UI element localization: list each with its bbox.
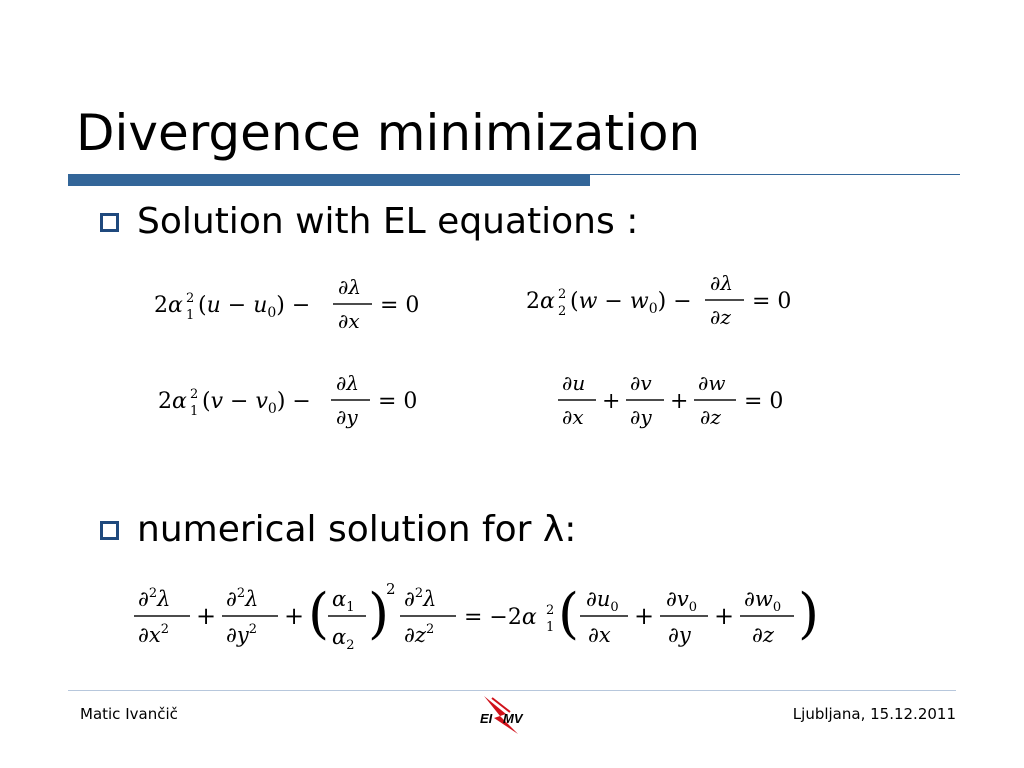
svg-text:2: 2 [546,603,555,618]
title-underline-thin [590,174,960,175]
bullet-text: numerical solution for λ: [137,509,577,550]
poisson-equation-lambda [134,576,834,660]
svg-text:2: 2 [386,580,396,598]
svg-text:1: 1 [190,404,199,419]
svg-text:): ) [368,582,390,645]
svg-text:∂z: ∂z [700,405,721,429]
square-bullet-icon [100,213,119,232]
svg-text:∂2λ: ∂$^2$λ [138,586,171,611]
slide-title: Divergence minimization [76,104,701,162]
svg-text:∂z: ∂z [710,305,731,329]
svg-text:(: ( [308,582,330,645]
svg-text:= −2α: = −2α [464,605,537,630]
svg-text:∂2λ: ∂$^2$λ [226,586,259,611]
svg-text:(w − w0) −: $(w - w_0)$ − [570,289,692,317]
svg-text:∂x: ∂x [338,309,360,333]
svg-text:∂2λ: ∂$^2$λ [404,586,437,611]
svg-text:∂w: ∂w [698,371,726,395]
svg-text:∂v0: $\partial v_0$ [666,587,698,615]
svg-text:+: + [602,389,621,414]
svg-text:∂x: ∂x [562,405,584,429]
svg-text:∂x: ∂x [588,623,611,647]
bullet-el-equations [100,200,638,244]
svg-text:2: 2 [186,291,195,306]
svg-text:+: + [714,602,735,630]
square-bullet-icon [100,521,119,540]
svg-text:2: 2 [190,387,199,402]
svg-text:∂w0: $\partial w_0$ [744,587,782,615]
svg-text:= 0: = 0 [744,389,784,414]
svg-text:+: + [634,602,655,630]
svg-text:∂λ: ∂λ [336,371,360,395]
el-equation-v [154,366,434,436]
el-equation-w [522,270,802,340]
svg-text:2α: 2α [154,293,183,318]
bullet-numerical-solution [100,508,576,552]
svg-text:∂y: ∂y [630,405,652,429]
svg-text:2: 2 [558,287,567,302]
eimv-logo-icon [478,694,524,736]
svg-text:∂λ: ∂λ [338,275,362,299]
svg-text:∂y: ∂y [668,623,691,647]
svg-text:∂u: ∂u [562,371,586,395]
title-underline-thick [68,174,590,186]
svg-text:∂z2: $\partial z^2$ [404,622,435,647]
svg-text:α1: $\alpha_1$ [332,587,355,615]
svg-text:+: + [196,602,217,630]
footer-author: Matic Ivančič [80,705,178,723]
svg-text:2α: 2α [158,389,187,414]
svg-text:EI: EI [480,711,493,726]
svg-text:∂λ: ∂λ [710,271,734,295]
bullet-text: Solution with EL equations : [137,201,639,242]
el-equation-u [150,270,430,340]
svg-text:∂y2: $\partial y^2$ [226,622,258,647]
svg-text:= 0: = 0 [752,289,792,314]
svg-text:∂z: ∂z [752,623,774,647]
svg-text:MV: MV [503,711,523,726]
continuity-equation [558,366,808,436]
svg-text:1: 1 [186,308,195,323]
svg-text:+: + [284,602,305,630]
svg-text:α2: $\alpha_2$ [332,625,355,653]
svg-text:): ) [798,582,820,645]
svg-text:∂y: ∂y [336,405,358,429]
svg-text:2α: 2α [526,289,555,314]
svg-text:(u − u0) −: $(u - u_0)$ − [198,293,311,321]
svg-text:∂x2: $\partial x^2$ [138,622,169,647]
svg-text:+: + [670,389,689,414]
footer-place-date: Ljubljana, 15.12.2011 [792,705,956,723]
svg-text:1: 1 [546,620,555,635]
svg-text:∂v: ∂v [630,371,652,395]
svg-text:= 0: = 0 [380,293,420,318]
svg-text:(: ( [558,582,580,645]
svg-text:2: 2 [558,304,567,319]
svg-text:∂u0: $\partial u_0$ [586,587,619,615]
svg-text:(v − v0) −: $(v - v_0)$ − [202,389,311,417]
footer-divider [68,690,956,691]
svg-text:= 0: = 0 [378,389,418,414]
